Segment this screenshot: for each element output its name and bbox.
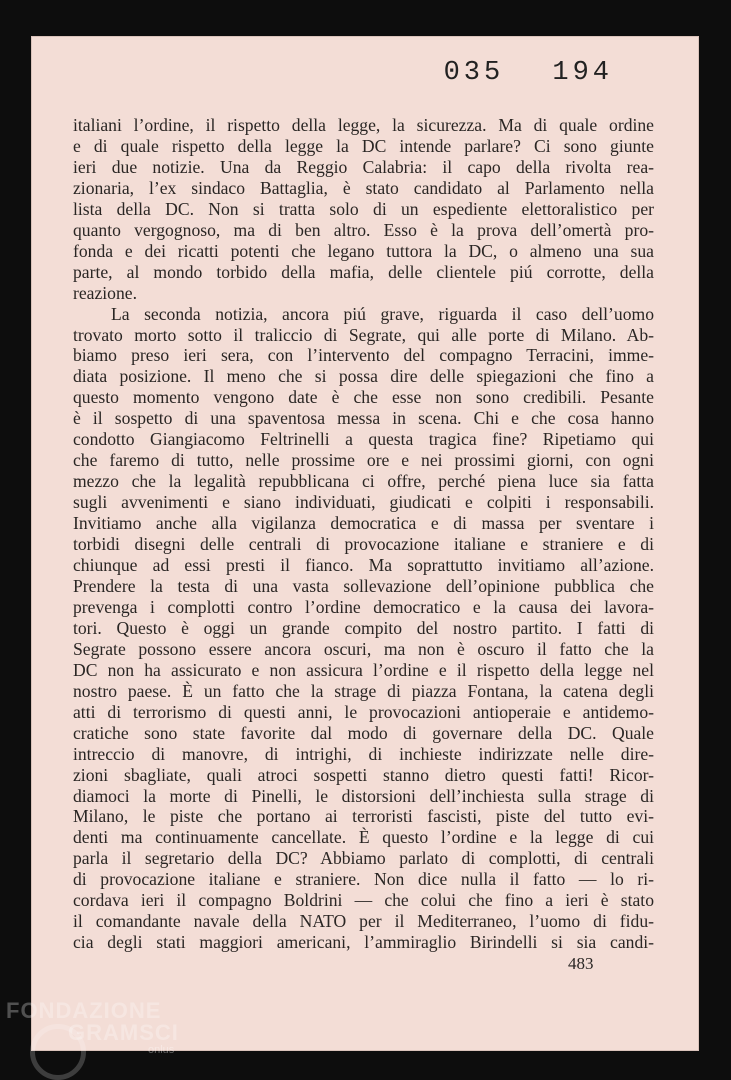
folio-number: 194 (552, 58, 613, 88)
text-line: nostro paese. È un fatto che la strage di piazza Fontana, la catena degli (73, 680, 654, 701)
text-line: quanto vergognoso, ma di ben altro. Esso è la prova dell’omertà pro- (73, 219, 654, 240)
text-line: parte, al mondo torbido della mafia, delle clientele piú corrotte, della (73, 261, 654, 282)
text-line: fonda e dei ricatti potenti che legano tuttora la DC, o almeno una sua (73, 240, 654, 261)
text-line: La seconda notizia, ancora piú grave, riguarda il caso dell’uomo (111, 303, 654, 324)
text-line: cia degli stati maggiori americani, l’ammiraglio Birindelli si sia candi- (73, 932, 654, 953)
text-line: intreccio di manovre, di intrighi, di inchieste indirizzate nelle dire- (73, 743, 654, 764)
text-line: Milano, le piste che portano ai terroristi fascisti, piste del tutto evi- (73, 806, 654, 827)
text-line: DC non ha assicurato e non assicura l’ordine e il rispetto della legge nel (73, 659, 654, 680)
text-line: zionaria, l’ex sindaco Battaglia, è stato candidato al Parlamento nella (73, 177, 654, 198)
text-line: italiani l’ordine, il rispetto della legge, la sicurezza. Ma di quale ordine (73, 115, 654, 135)
text-line: questo momento vengono date è che esse non sono credibili. Pesante (73, 387, 654, 408)
page-number: 483 (568, 954, 594, 973)
text-line: diamoci la morte di Pinelli, le distorsioni dell’inchiesta sulla strage di (73, 785, 654, 806)
watermark-line-3: onlus (148, 1044, 175, 1056)
watermark-line-2: GRAMSCI (68, 1020, 179, 1045)
text-line: tori. Questo è oggi un grande compito del nostro partito. I fatti di (73, 617, 654, 638)
text-line: cratiche sono state favorite dal modo di governare della DC. Quale (73, 722, 654, 743)
text-line: è il sospetto di una spaventosa messa in scena. Chi e che cosa hanno (73, 408, 654, 429)
text-line: mezzo che la legalità repubblicana ci offre, perché piena luce sia fatta (73, 471, 654, 492)
text-line: di provocazione italiane e straniere. Non dice nulla il fatto — lo ri- (73, 869, 654, 890)
text-line: e di quale rispetto della legge la DC intende parlare? Ci sono giunte (73, 135, 654, 156)
body-text (73, 115, 654, 953)
text-line: reazione. (73, 282, 137, 303)
watermark-line-1: FONDAZIONE (6, 998, 162, 1023)
text-line: sugli avvenimenti e siano individuati, giudicati e colpiti i responsabili. (73, 492, 654, 513)
archive-stamp (444, 58, 613, 88)
archive-number: 035 (443, 58, 505, 88)
text-line: prevenga i complotti contro l’ordine democratico e la causa dei lavora- (73, 596, 654, 617)
text-line: Prendere la testa di una vasta sollevazione dell’opinione pubblica che (73, 575, 654, 596)
text-line: condotto Giangiacomo Feltrinelli a questa tragica fine? Ripetiamo qui (73, 429, 654, 450)
text-line: il comandante navale della NATO per il Mediterraneo, l’uomo di fidu- (73, 911, 654, 932)
text-line: lista della DC. Non si tratta solo di un espediente elettoralistico per (73, 198, 654, 219)
text-line: trovato morto sotto il traliccio di Segrate, qui alle porte di Milano. Ab- (73, 324, 654, 345)
foundation-watermark (6, 998, 179, 1056)
watermark-logo-ring (30, 1024, 86, 1080)
document-page (31, 36, 699, 1051)
text-line: Segrate possono essere ancora oscuri, ma non è oscuro il fatto che la (73, 638, 654, 659)
text-line: parla il segretario della DC? Abbiamo parlato di complotti, di centrali (73, 848, 654, 869)
text-line: chiunque ad essi presti il fianco. Ma soprattutto invitiamo all’azione. (73, 555, 654, 576)
text-line: torbidi disegni delle centrali di provocazione italiane e straniere e di (73, 534, 654, 555)
text-line: denti ma continuamente cancellate. È questo l’ordine e la legge di cui (73, 827, 654, 848)
text-line: ieri due notizie. Una da Reggio Calabria: il capo della rivolta rea- (73, 156, 654, 177)
text-line: cordava ieri il compagno Boldrini — che colui che fino a ieri è stato (73, 890, 654, 911)
text-line: biamo preso ieri sera, con l’intervento del compagno Terracini, imme- (73, 345, 654, 366)
text-line: che faremo di tutto, nelle prossime ore e nei prossimi giorni, con ogni (73, 450, 654, 471)
text-line: Invitiamo anche alla vigilanza democratica e di massa per sventare i (73, 513, 654, 534)
text-line: diata posizione. Il meno che si possa dire delle spiegazioni che fino a (73, 366, 654, 387)
text-line: zioni sbagliate, quali atroci sospetti stanno dietro questi fatti! Ricor- (73, 764, 654, 785)
text-line: atti di terrorismo di questi anni, le provocazioni antioperaie e antidemo- (73, 701, 654, 722)
